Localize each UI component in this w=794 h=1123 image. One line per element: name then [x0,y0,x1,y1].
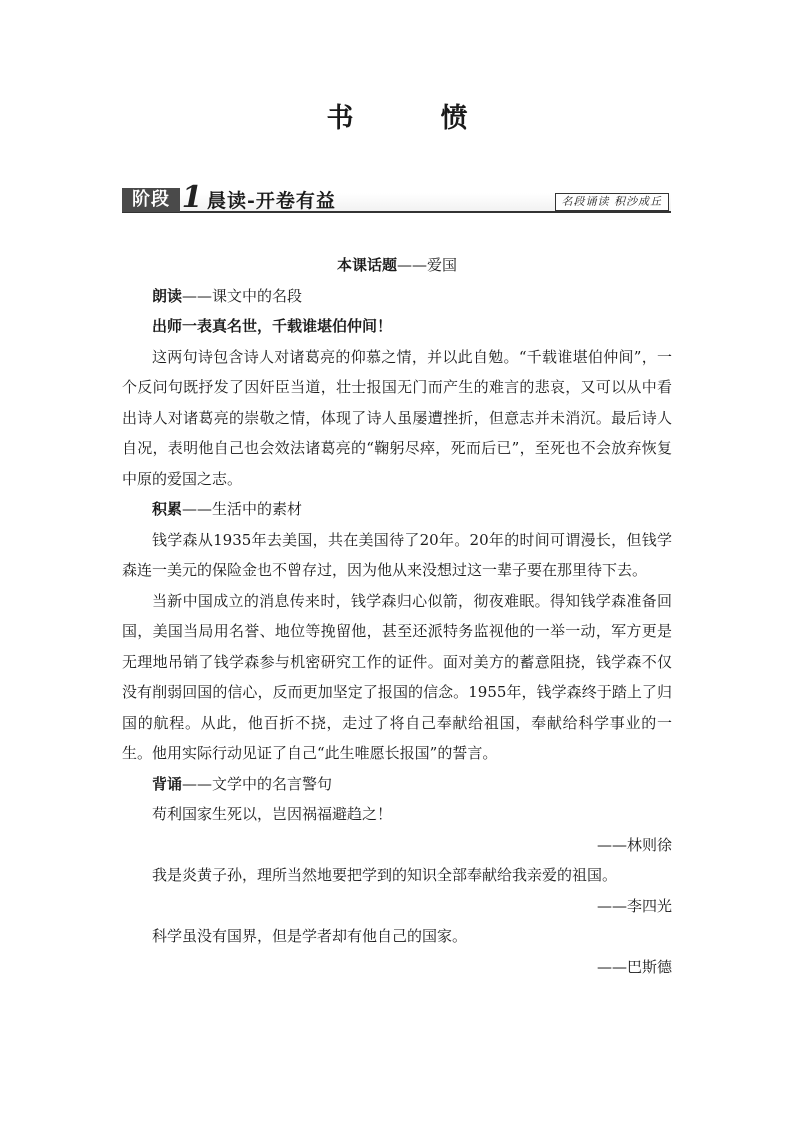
section-heading-accumulate [122,494,672,525]
topic-line [122,250,672,281]
section-desc: 生活中的素材 [212,500,303,518]
stage-number: 1 [181,180,203,215]
section-desc: 课文中的名段 [212,286,303,305]
section-label: 积累 [152,500,183,518]
page-title: 书 愤 [326,103,498,134]
section-dash: —— [182,500,213,518]
quote-text: 我是炎黄子孙，理所当然地要把学到的知识全部奉献给我亲爱的祖国。 [152,866,618,884]
section-label: 背诵 [152,774,183,793]
topic-label: 本课话题 [336,256,397,274]
stage-title: 晨读-开卷有益 [207,190,336,212]
section-heading-read [122,281,672,312]
stage-tag: 阶段 [122,188,180,212]
topic-value: 爱国 [427,256,458,274]
section-label: 朗读 [152,286,183,305]
section-dash: —— [182,774,213,793]
quote-author: ——林则徐 [596,835,672,854]
verse-line: 出师一表真名世，千载谁堪伯仲间！ [152,317,393,335]
quote-author: ——巴斯德 [596,957,672,976]
quote-text: 苟利国家生死以，岂因祸福避趋之！ [152,805,393,823]
stage-banner [122,180,671,215]
section-heading-recite [122,769,672,800]
accumulate-paragraph-1: 钱学森从1935年去美国，共在美国待了20年。20年的时间可谓漫长，但钱学森连一美元的保险金也不曾存过，因为他从来没想过这一辈子要在那里待下去。 [122,530,672,579]
content-body [122,250,672,982]
quote-text: 科学虽没有国界，但是学者却有他自己的国家。 [152,927,468,945]
quote-author: ——李四光 [596,896,672,915]
stage-motto: 名段诵读 积沙成丘 [555,193,670,211]
accumulate-paragraph-2: 当新中国成立的消息传来时，钱学森归心似箭，彻夜难眠。得知钱学森准备回国，美国当局用名誉、地位等挽留他，甚至还派特务监视他的一举一动，军方更是无理地吊销了钱学森参与机密研究工作的证件。面对美方的蓄意阻挠，钱学森不仅没有削弱回国的信心，反而更加坚定了报国的信念。1955年，钱学森终于踏上了归国的航程。从此，他百折不挠，走过了将自己奉献给祖国，奉献给科学事业的一生。他用实际行动见证了自己“此生唯愿长报国”的誓言。 [122,591,672,762]
read-paragraph: 这两句诗包含诗人对诸葛亮的仰慕之情，并以此自勉。“千载谁堪伯仲间”，一个反问句既抒发了因奸臣当道，壮士报国无门而产生的难言的悲哀，又可以从中看出诗人对诸葛亮的崇敬之情，体现了诗人虽屡遭挫折，但意志并未消沉。最后诗人自况，表明他自己也会效法诸葛亮的“鞠躬尽瘁，死而后已”，至死也不会放弃恢复中原的爱国之志。 [122,347,672,488]
section-desc: 文学中的名言警句 [212,774,333,793]
topic-dash: —— [397,256,427,274]
section-dash: —— [182,286,213,305]
